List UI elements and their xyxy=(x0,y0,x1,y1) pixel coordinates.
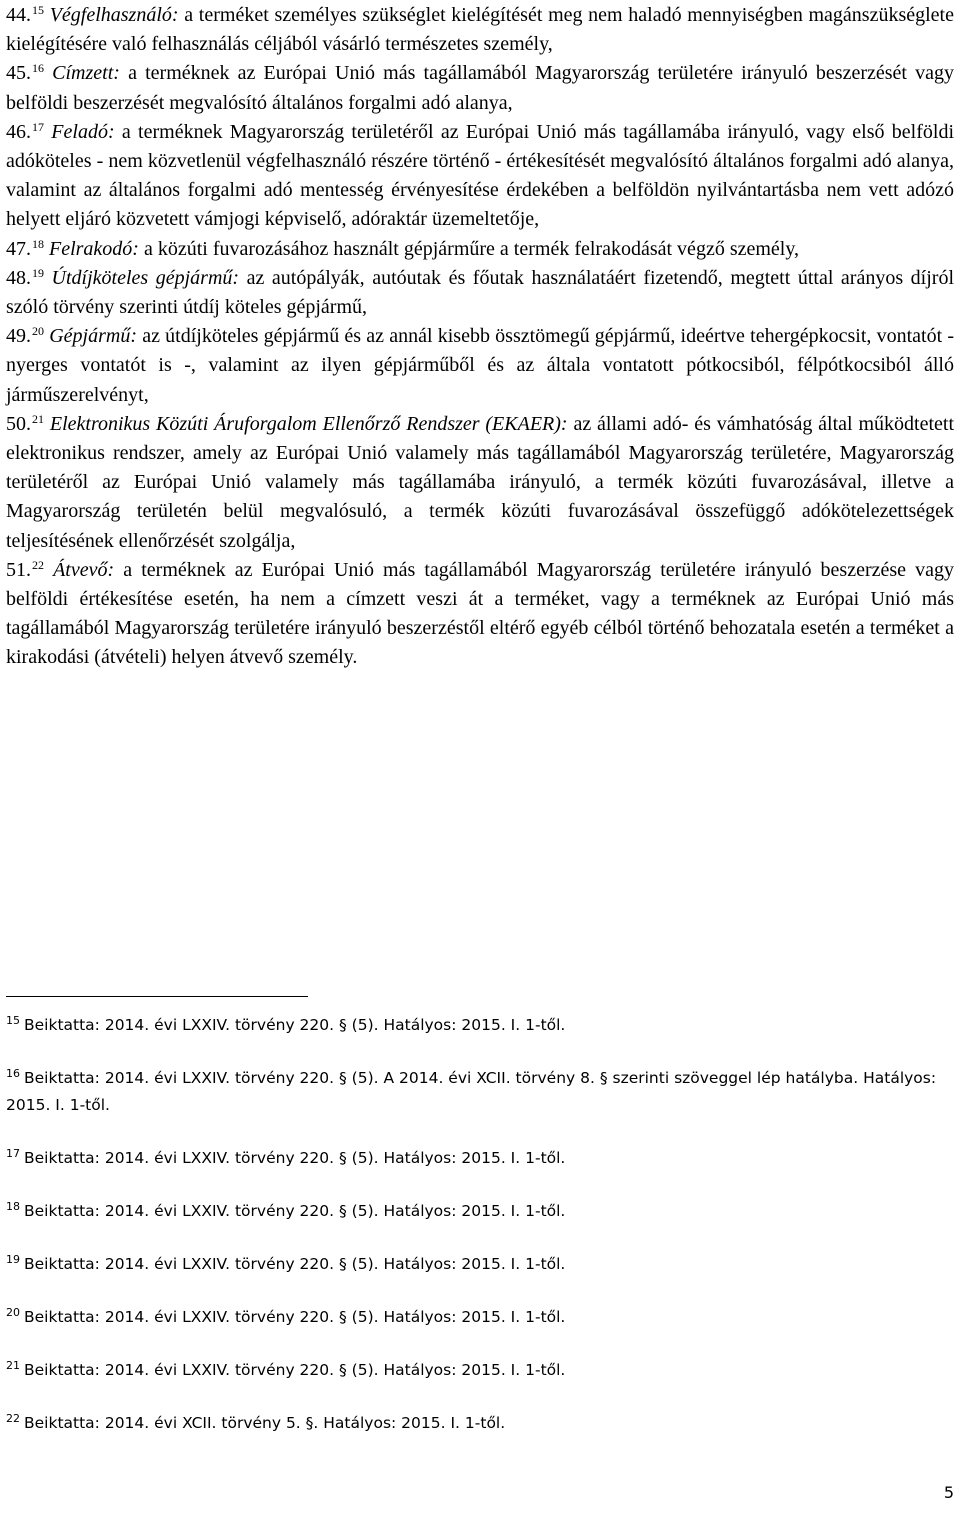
footnote-number: 15 xyxy=(6,1014,20,1027)
defined-term: Gépjármű: xyxy=(49,325,137,348)
definition-text: az útdíjköteles gépjármű és az annál kisebb össztömegű gépjármű, ideértve tehergépkocsit, vontatót - nyerges vontatót is -, valamint az ilyen gépjárműből és az általa vontatott pótkocsiból, félpótkocsiból álló járműszerelvényt, xyxy=(6,325,955,406)
footnote-text: Beiktatta: 2014. évi LXXIV. törvény 220. § (5). Hatályos: 2015. I. 1-től. xyxy=(24,1361,566,1379)
item-number: 46. xyxy=(6,120,31,143)
defined-term: Felrakodó: xyxy=(49,237,139,260)
footnote-reference[interactable]: 17 xyxy=(32,119,44,134)
footnote xyxy=(6,1251,954,1278)
footnotes-list xyxy=(6,1012,954,1463)
footnote-reference[interactable]: 20 xyxy=(32,324,44,339)
defined-term: Elektronikus Közúti Áruforgalom Ellenőrző Rendszer (EKAER): xyxy=(49,412,568,435)
footnote-reference[interactable]: 16 xyxy=(32,61,44,76)
footnote xyxy=(6,1198,954,1225)
document-page xyxy=(6,0,954,1513)
footnote-text: Beiktatta: 2014. évi LXXIV. törvény 220. § (5). Hatályos: 2015. I. 1-től. xyxy=(24,1202,566,1220)
defined-term: Átvevő: xyxy=(53,558,115,581)
footnote-reference[interactable]: 15 xyxy=(32,3,44,17)
definition-item xyxy=(6,410,954,556)
definition-item xyxy=(6,1,954,59)
footnote-number: 19 xyxy=(6,1253,20,1266)
footnote-separator xyxy=(6,996,308,997)
footnote-reference[interactable]: 21 xyxy=(32,411,44,426)
item-number: 48. xyxy=(6,266,31,289)
definition-item xyxy=(6,264,954,322)
definition-item xyxy=(6,235,954,264)
footnote xyxy=(6,1410,954,1437)
footnote xyxy=(6,1145,954,1172)
footnote-text: Beiktatta: 2014. évi LXXIV. törvény 220. § (5). Hatályos: 2015. I. 1-től. xyxy=(24,1308,566,1326)
footnote-number: 18 xyxy=(6,1200,20,1213)
footnote-reference[interactable]: 22 xyxy=(32,557,44,572)
defined-term: Végfelhasználó: xyxy=(49,4,179,26)
item-number: 50. xyxy=(6,412,31,435)
footnote-number: 17 xyxy=(6,1147,20,1160)
item-number: 45. xyxy=(6,62,31,85)
footnote-text: Beiktatta: 2014. évi LXXIV. törvény 220. § (5). Hatályos: 2015. I. 1-től. xyxy=(24,1149,566,1167)
footnote-text: Beiktatta: 2014. évi LXXIV. törvény 220. § (5). A 2014. évi XCII. törvény 8. § szerinti szöveggel lép hatályba. Hatályos: 2015. I. 1-től. xyxy=(6,1069,937,1114)
definition-item xyxy=(6,556,954,673)
page-number: 5 xyxy=(943,1483,954,1502)
definition-item xyxy=(6,59,954,117)
item-number: 51. xyxy=(6,558,31,581)
definition-item xyxy=(6,118,954,235)
footnote-number: 22 xyxy=(6,1412,20,1425)
item-number: 44. xyxy=(6,4,31,26)
footnote xyxy=(6,1065,954,1119)
footnote xyxy=(6,1357,954,1384)
footnote-number: 21 xyxy=(6,1359,20,1372)
footnote-text: Beiktatta: 2014. évi LXXIV. törvény 220. § (5). Hatályos: 2015. I. 1-től. xyxy=(24,1016,566,1034)
definition-text: a terméknek az Európai Unió más tagállamából Magyarország területére irányuló beszerzése vagy belföldi értékesítése esetén, ha nem a címzett veszi át a terméket, vagy a terméknek az Európai Unió más tagállamából Magyarország területére irányuló beszerzéstől eltérő egyéb célból történő behozatala esetén a terméket a kirakodási (átvételi) helyen átvevő személy. xyxy=(6,558,955,669)
footnote-text: Beiktatta: 2014. évi XCII. törvény 5. §. Hatályos: 2015. I. 1-től. xyxy=(24,1414,506,1432)
definition-item xyxy=(6,322,954,410)
definition-text: a terméknek az Európai Unió más tagállamából Magyarország területére irányuló beszerzését vagy belföldi beszerzését megvalósító általános forgalmi adó alanya, xyxy=(6,62,955,114)
footnote-reference[interactable]: 19 xyxy=(32,265,44,280)
defined-term: Feladó: xyxy=(51,120,115,143)
item-number: 47. xyxy=(6,237,31,260)
footnote-number: 20 xyxy=(6,1306,20,1319)
item-number: 49. xyxy=(6,325,31,348)
footnote-reference[interactable]: 18 xyxy=(32,236,44,251)
footnote-text: Beiktatta: 2014. évi LXXIV. törvény 220. § (5). Hatályos: 2015. I. 1-től. xyxy=(24,1255,566,1273)
definition-text: az autópályák, autóutak és főutak használatáért fizetendő, megtett úttal arányos díjról szóló törvény szerinti útdíj köteles gépjármű, xyxy=(6,266,955,319)
footnote xyxy=(6,1304,954,1331)
definition-text: a közúti fuvarozásához használt gépjárműre a termék felrakodását végző személy, xyxy=(138,237,800,260)
defined-term: Címzett: xyxy=(52,62,120,85)
definition-text: a terméket személyes szükséglet kielégítését meg nem haladó mennyiségben magánszükséglete kielégítésére való felhasználás céljából vásárló természetes személy, xyxy=(6,4,954,56)
footnote-number: 16 xyxy=(6,1067,20,1080)
footnote xyxy=(6,1012,954,1039)
definition-text: az állami adó- és vámhatóság által működtetett elektronikus rendszer, amely az Európai Unió valamely más tagállamából Magyarország területére, Magyarország területéről az Európai Unió valamely más tagállamába irányuló, a termék közúti fuvarozásával, illetve a Magyarország területén belül megvalósuló, a termék közúti fuvarozásával összefüggő adókötelezettségek teljesítésének ellenőrzését szolgálja, xyxy=(6,412,954,552)
definitions-list xyxy=(6,0,954,673)
definition-text: a terméknek Magyarország területéről az Európai Unió más tagállamába irányuló, vagy első belföldi adóköteles - nem közvetlenül végfelhasználó részére történő - értékesítését megvalósító általános forgalmi adó alanya, valamint az általános forgalmi adó mentesség érvényesítése érdekében a belföldön nyilvántartásba nem vett adózó helyett eljáró közvetett vámjogi képviselő, adóraktár üzemeltetője, xyxy=(6,120,955,231)
defined-term: Útdíjköteles gépjármű: xyxy=(51,266,240,289)
